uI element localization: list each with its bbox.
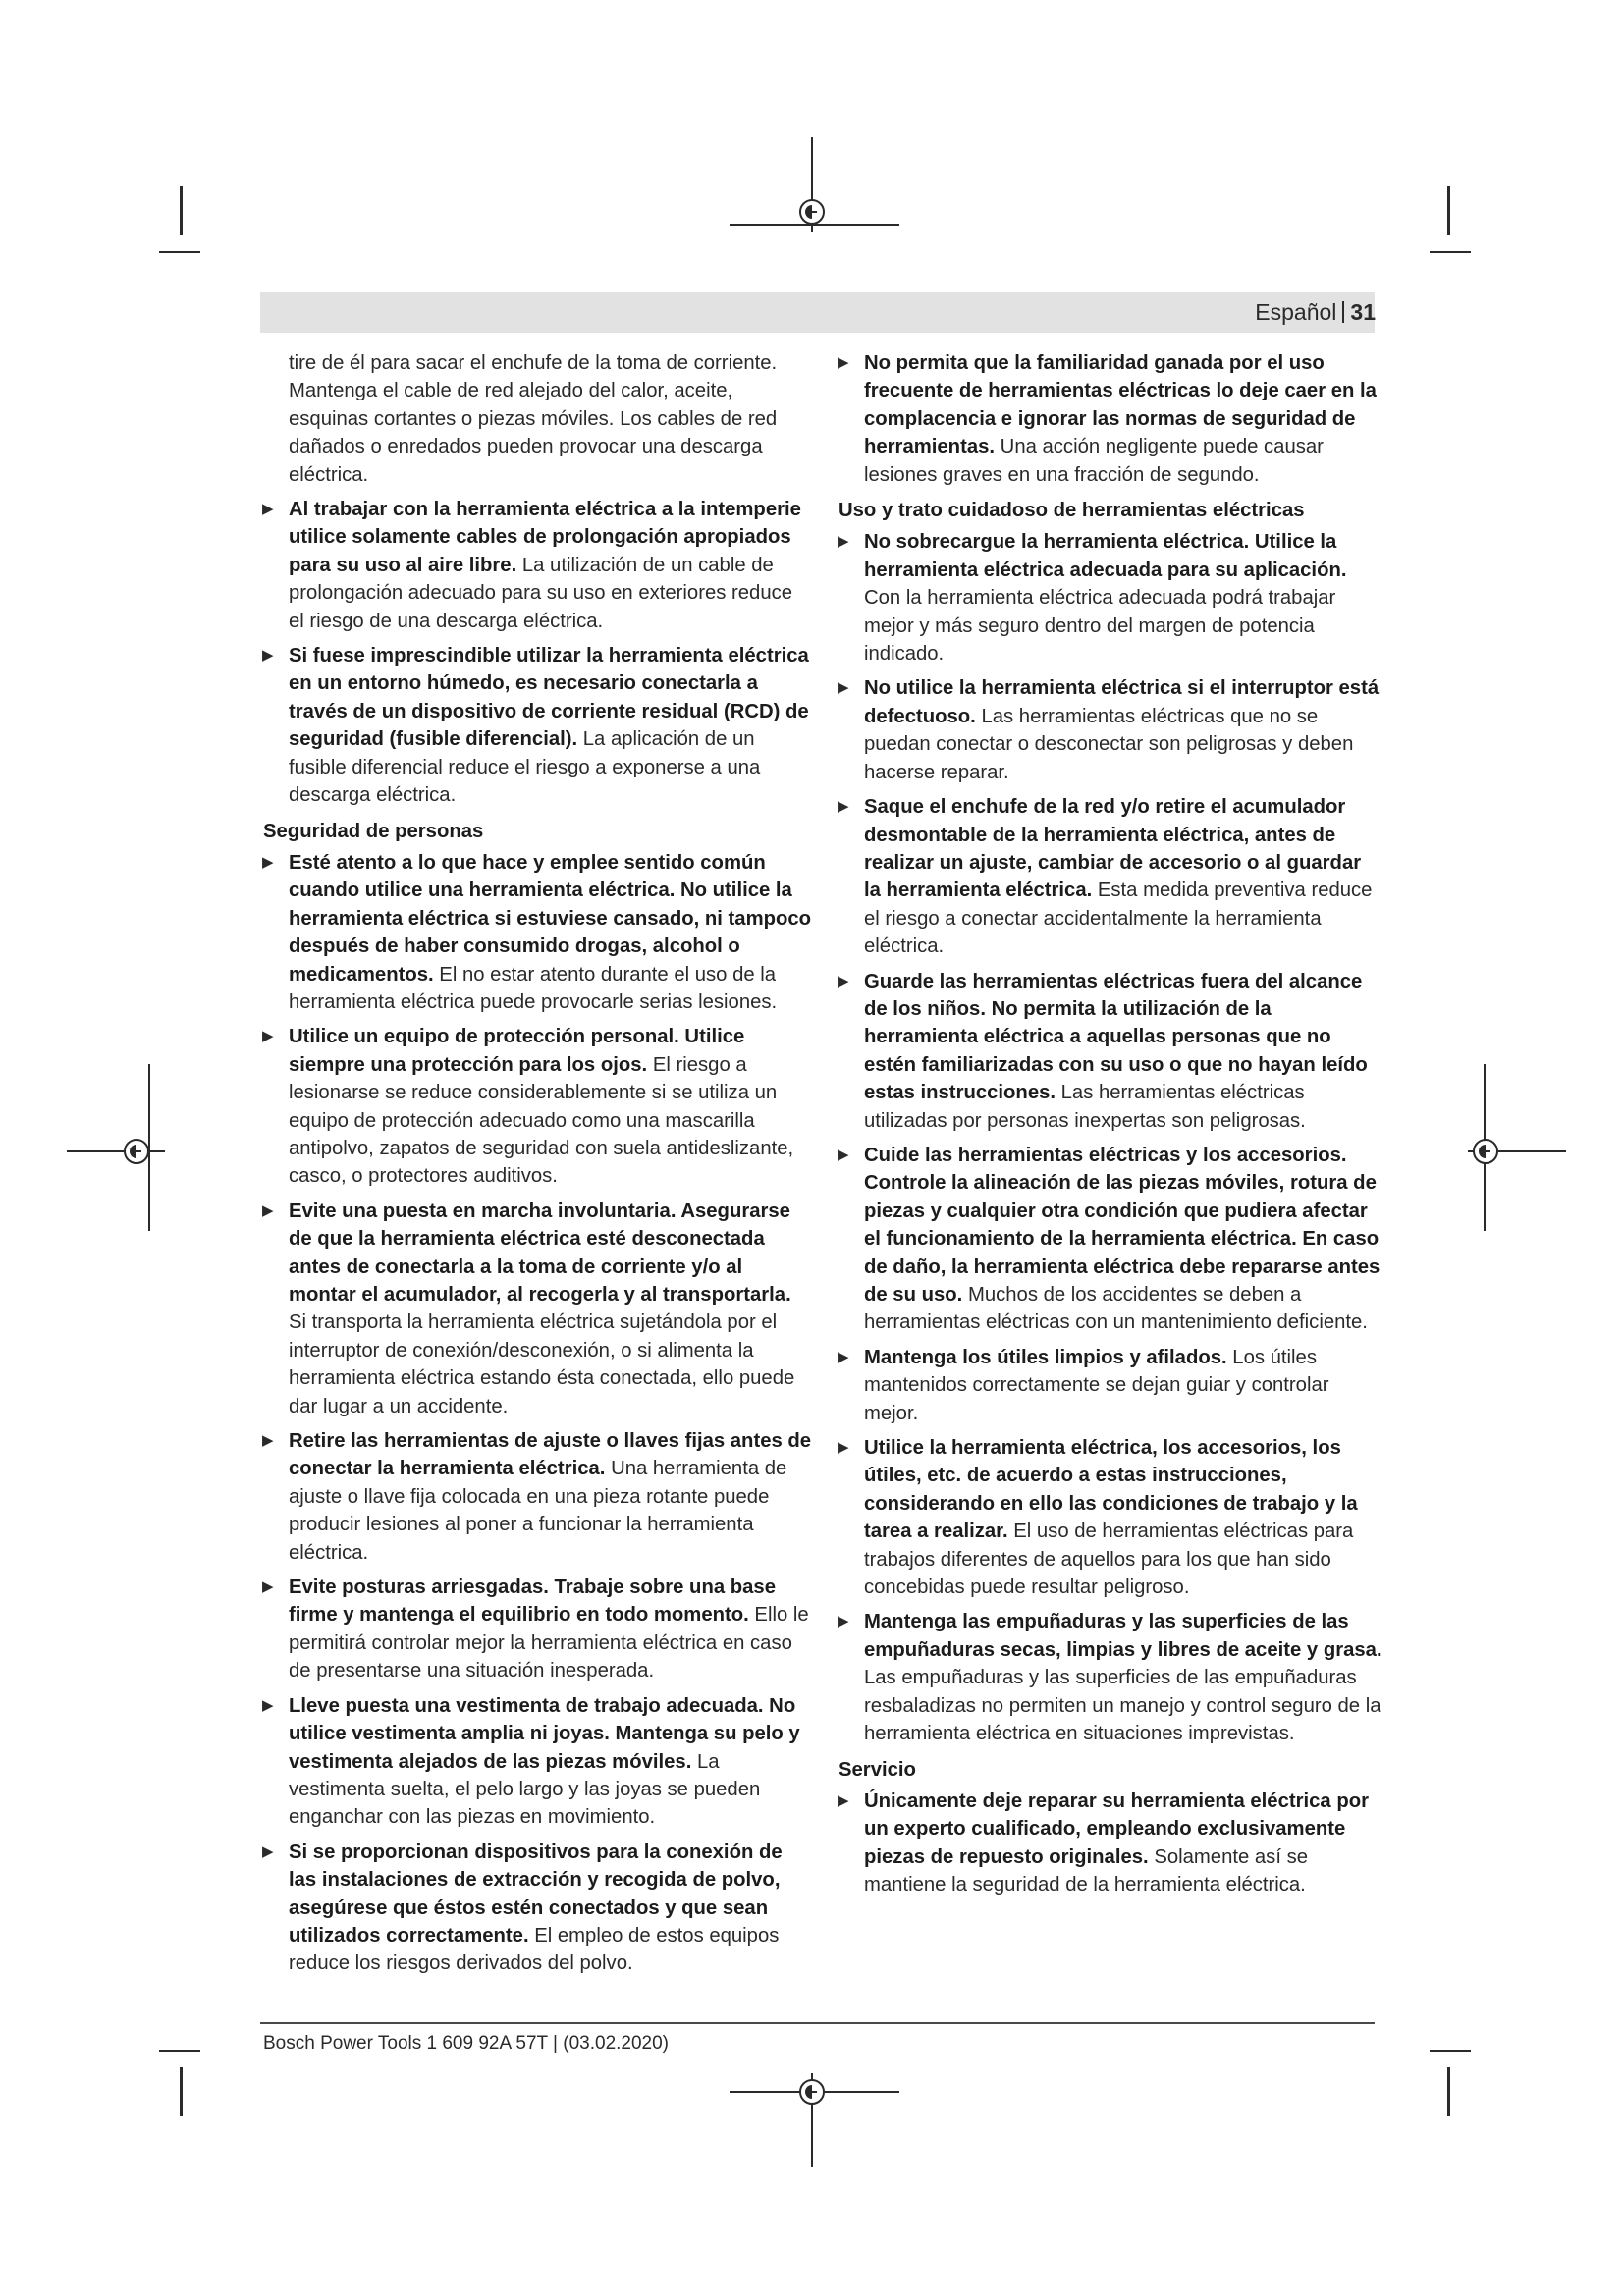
bullet-arrow-icon: ▶ [262,647,274,665]
header-band [260,292,1375,333]
item-bold: Evite una puesta en marcha involuntaria. Asegurarse de que la herramienta eléctrica esté desconectada antes de conectarla a la toma de corriente y/o al montar el acumulador, al recogerla y al transportarla. [289,1200,791,1306]
page-header [1255,297,1376,327]
bullet-arrow-icon: ▶ [262,1201,274,1219]
bullet-arrow-icon: ▶ [838,354,849,371]
item-bold: Lleve puesta una vestimenta de trabajo adecuada. No utilice vestimenta amplia ni joyas. Mantenga su pelo y vestimenta alejados de las piezas móviles. [289,1694,800,1773]
crop-mark [180,2067,183,2116]
item-text: El uso de herramientas eléctricas para trabajos diferentes de aquellos para los que han sido concebidas puede resultar peligroso. [864,1521,1354,1599]
item-text: Con la herramienta eléctrica adecuada podrá trabajar mejor y más seguro dentro del margen de potencia indicado. [864,587,1336,666]
left-column [263,349,813,1985]
item-text: Las empuñaduras y las superficies de las empuñaduras resbaladizas no permiten un manejo y control seguro de la herramienta eléctrica en situaciones imprevistas. [864,1667,1381,1745]
crop-mark [1430,2050,1471,2052]
list-item [263,1839,813,1978]
list-item [263,1692,813,1832]
crop-mark [67,1150,165,1152]
crop-mark [1447,2067,1450,2116]
bullet-arrow-icon: ▶ [262,1842,274,1860]
bullet-arrow-icon: ▶ [838,533,849,551]
crop-mark [1430,251,1471,253]
bullet-arrow-icon: ▶ [838,1613,849,1630]
item-text: La vestimenta suelta, el pelo largo y las joyas se pueden enganchar con las piezas en movimiento. [289,1750,761,1829]
intro-bold-lead: tire de él para sacar el enchufe de la toma de corriente. [289,352,778,374]
bullet-arrow-icon: ▶ [838,972,849,989]
intro-text: Los cables de red dañados o enredados pueden provocar una descarga eléctrica. [289,407,778,486]
crop-mark [180,186,183,235]
item-text: El no estar atento durante el uso de la herramienta eléctrica puede provocarle serias lesiones. [289,963,778,1013]
registration-mark-icon [124,1139,149,1164]
list-item [263,1574,813,1685]
item-text: Los útiles mantenidos correctamente se dejan guiar y controlar mejor. [864,1346,1329,1424]
page-number: 31 [1350,299,1376,325]
item-text: Una acción negligente puede causar lesiones graves en una fracción de segundo. [864,436,1324,486]
item-text: Si transporta la herramienta eléctrica sujetándola por el interruptor de conexión/desconexión, o si alimenta la herramienta eléctrica estando ésta conectada, ello puede dar lugar a un accidente. [289,1311,795,1417]
item-bold: Mantenga los útiles limpios y afilados. [864,1346,1227,1368]
list-item [839,674,1382,786]
intro-bold: Mantenga el cable de red alejado del calor, aceite, esquinas cortantes o piezas móviles. [289,380,733,430]
section-heading-servicio: Servicio [839,1758,916,1781]
item-text: Solamente así se mantiene la seguridad de la herramienta eléctrica. [864,1845,1309,1896]
item-text: El riesgo a lesionarse se reduce considerablemente si se utiliza un equipo de protección adecuado como una mascarilla antipolvo, zapatos de seguridad con suela antideslizante, casco, o protectores auditivos. [289,1053,794,1188]
item-bold: No utilice la herramienta eléctrica si el interruptor está defectuoso. [864,677,1380,727]
crop-mark [159,251,200,253]
list-item [263,1023,813,1190]
section-heading-uso: Uso y trato cuidadoso de herramientas eléctricas [839,500,1305,522]
registration-mark-icon [799,2079,825,2105]
bullet-arrow-icon: ▶ [838,798,849,816]
bullet-arrow-icon: ▶ [262,1432,274,1450]
crop-mark [1447,186,1450,235]
bullet-arrow-icon: ▶ [838,1791,849,1809]
registration-mark-icon [799,199,825,225]
header-divider [1342,301,1344,323]
item-bold: No permita que la familiaridad ganada por el uso frecuente de herramientas eléctricas lo deje caer en la complacencia e ignorar las normas de seguridad de herramientas. [864,352,1377,458]
item-bold: Mantenga las empuñaduras y las superficies de las empuñaduras secas, limpias y libres de aceite y grasa. [864,1611,1382,1661]
list-item [263,849,813,1016]
item-bold: Al trabajar con la herramienta eléctrica a la intemperie utilice solamente cables de prolongación apropiados para su uso al aire libre. [289,499,801,576]
list-item [839,1344,1382,1427]
item-bold: Utilice la herramienta eléctrica, los accesorios, los útiles, etc. de acuerdo a estas instrucciones, considerando en ello las condiciones de trabajo y la tarea a realizar. [864,1437,1358,1543]
item-text: Ello le permitirá controlar mejor la herramienta eléctrica en caso de presentarse una situación inesperada. [289,1604,809,1682]
bullet-arrow-icon: ▶ [262,853,274,871]
bullet-arrow-icon: ▶ [262,1028,274,1045]
footer-text: Bosch Power Tools 1 609 92A 57T | (03.02.2020) [263,2033,670,2054]
list-item [263,642,813,809]
intro-paragraph [263,349,813,489]
item-bold: Cuide las herramientas eléctricas y los accesorios. Controle la alineación de las piezas móviles, rotura de piezas y cualquier otra condición que pudiera afectar el funcionamiento de la herramienta eléctrica. En caso de daño, la herramienta eléctrica debe repararse antes de su uso. [864,1144,1380,1306]
footer-rule [260,2022,1375,2024]
bullet-arrow-icon: ▶ [262,1578,274,1596]
header-language: Español [1255,299,1337,325]
list-item [263,496,813,635]
bullet-arrow-icon: ▶ [262,1696,274,1714]
item-bold: Esté atento a lo que hace y emplee sentido común cuando utilice una herramienta eléctrica. No utilice la herramienta eléctrica si estuviese cansado, ni tampoco después de haber consumido drogas, alcohol o medicamentos. [289,851,812,986]
list-item [263,1198,813,1420]
list-item [263,1427,813,1567]
item-text: La aplicación de un fusible diferencial reduce el riesgo a exponerse a una descarga eléctrica. [289,728,761,807]
item-bold: Si se proporcionan dispositivos para la conexión de las instalaciones de extracción y recogida de polvo, asegúrese que éstos estén conectados y que sean utilizados correctamente. [289,1841,783,1947]
registration-mark-icon [1473,1139,1498,1164]
item-text: Una herramienta de ajuste o llave fija colocada en una pieza rotante puede producir lesiones al poner a funcionar la herramienta eléctrica. [289,1458,787,1564]
item-bold: Evite posturas arriesgadas. Trabaje sobre una base firme y mantenga el equilibrio en todo momento. [289,1576,776,1627]
item-bold: Saque el enchufe de la red y/o retire el acumulador desmontable de la herramienta eléctrica, antes de realizar un ajuste, cambiar de accesorio o al guardar la herramienta eléctrica. [864,796,1362,902]
item-text: Muchos de los accidentes se deben a herramientas eléctricas con un mantenimiento deficiente. [864,1284,1368,1334]
list-item [839,1608,1382,1747]
item-text: Las herramientas eléctricas que no se puedan conectar o desconectar son peligrosas y deben hacerse reparar. [864,705,1354,783]
list-item [839,793,1382,960]
right-column [839,349,1382,1906]
item-text: La utilización de un cable de prolongación adecuado para su uso en exteriores reduce el riesgo de una descarga eléctrica. [289,554,793,632]
bullet-arrow-icon: ▶ [838,1146,849,1163]
crop-mark [159,2050,200,2052]
section-heading-personas: Seguridad de personas [263,820,484,842]
item-text: El empleo de estos equipos reduce los riesgos derivados del polvo. [289,1924,780,1975]
list-item [839,349,1382,489]
bullet-arrow-icon: ▶ [838,679,849,697]
bullet-arrow-icon: ▶ [838,1348,849,1365]
item-text: Las herramientas eléctricas utilizadas por personas inexpertas son peligrosas. [864,1082,1306,1132]
item-bold: Si fuese imprescindible utilizar la herramienta eléctrica en un entorno húmedo, es necesario conectarla a través de un dispositivo de corriente residual (RCD) de seguridad (fusible diferencial). [289,645,809,751]
list-item [839,968,1382,1135]
item-bold: Únicamente deje reparar su herramienta eléctrica por un experto cualificado, empleando exclusivamente piezas de repuesto originales. [864,1789,1370,1868]
item-text: Esta medida preventiva reduce el riesgo a conectar accidentalmente la herramienta eléctrica. [864,880,1373,958]
item-bold: No sobrecargue la herramienta eléctrica. Utilice la herramienta eléctrica adecuada para su aplicación. [864,531,1347,581]
item-bold: Utilice un equipo de protección personal. Utilice siempre una protección para los ojos. [289,1026,745,1076]
bullet-arrow-icon: ▶ [838,1439,849,1457]
bullet-arrow-icon: ▶ [262,501,274,518]
list-item [839,1434,1382,1601]
item-bold: Guarde las herramientas eléctricas fuera del alcance de los niños. No permita la utilización de la herramienta eléctrica a aquellas personas que no estén familiarizadas con su uso o que no hayan leído estas instrucciones. [864,970,1368,1104]
item-bold: Retire las herramientas de ajuste o llaves fijas antes de conectar la herramienta eléctrica. [289,1430,812,1480]
list-item [839,1142,1382,1337]
list-item [839,528,1382,667]
list-item [839,1788,1382,1899]
